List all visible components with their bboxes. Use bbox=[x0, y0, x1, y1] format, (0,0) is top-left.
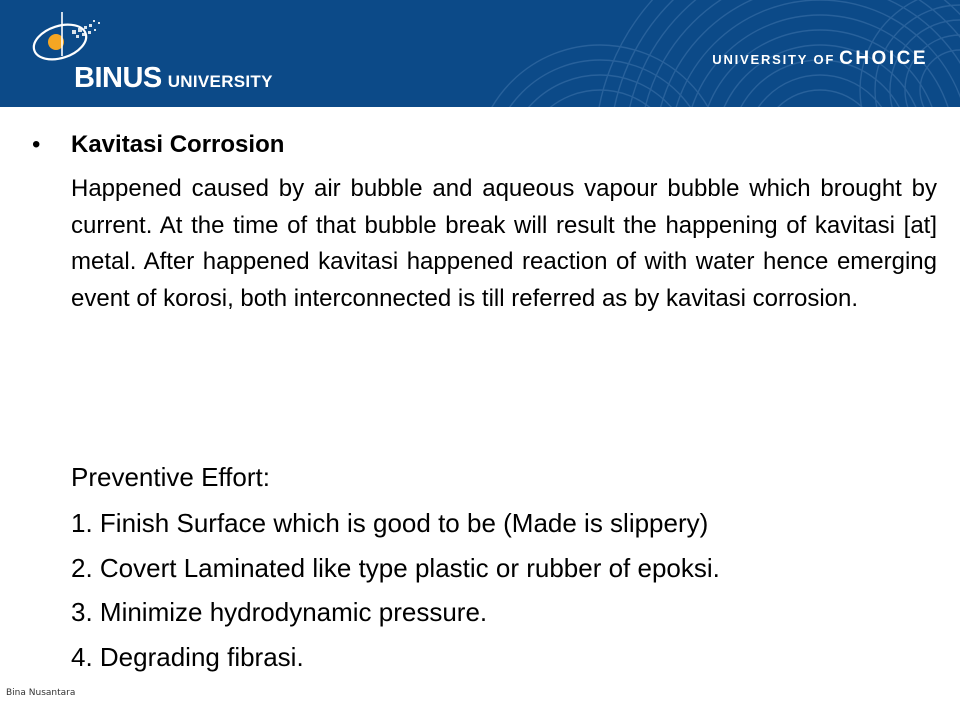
preventive-title: Preventive Effort: bbox=[71, 462, 270, 492]
footer-text: Bina Nusantara bbox=[6, 688, 76, 698]
list-item: 4. Degrading fibrasi. bbox=[71, 641, 304, 672]
preventive-list bbox=[71, 505, 720, 683]
list-item: 1. Finish Surface which is good to be (Made is slippery) bbox=[71, 508, 709, 538]
list-item: 2. Covert Laminated like type plastic or rubber of epoksi. bbox=[71, 552, 720, 583]
logo-brand: BINUS bbox=[74, 62, 162, 94]
bullet-icon: • bbox=[32, 131, 41, 158]
logo-university: UNIVERSITY bbox=[167, 72, 273, 91]
slide-heading: Kavitasi Corrosion bbox=[71, 131, 285, 158]
tagline-prefix: UNIVERSITY OF bbox=[712, 52, 836, 67]
tagline-choice: CHOICE bbox=[839, 48, 928, 69]
list-item: 3. Minimize hydrodynamic pressure. bbox=[71, 597, 488, 627]
slide-paragraph: Happened caused by air bubble and aqueous vapour bubble which brought by current. At the time of that bubble break will result the happening of kavitasi [at] metal. After happened kavitasi happened reaction of with water hence emerging event of korosi, both interconnected is till referred as by kavitasi corrosion. bbox=[71, 175, 937, 312]
